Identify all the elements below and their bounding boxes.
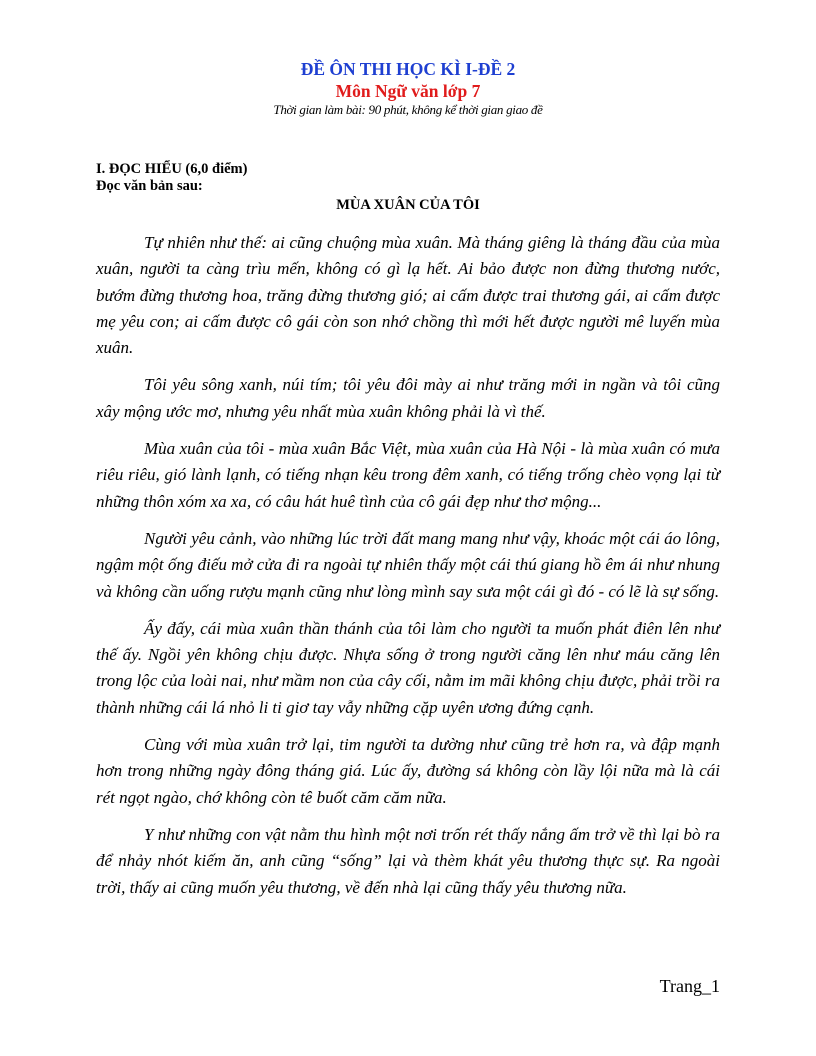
story-body: [96, 230, 720, 912]
section-heading: I. ĐỌC HIỂU (6,0 điểm): [96, 161, 248, 177]
exam-time-note: Thời gian làm bài: 90 phút, không kể thời gian giao đề: [273, 102, 543, 117]
story-paragraph: Tôi yêu sông xanh, núi tím; tôi yêu đôi mày ai như trăng mới in ngần và tôi cũng xây mộng ước mơ, nhưng yêu nhất mùa xuân không phải là vì thế.: [96, 375, 720, 421]
story-paragraph: Người yêu cảnh, vào những lúc trời đất mang mang như vậy, khoác một cái áo lông, ngậm một ống điếu mở cửa đi ra ngoài tự nhiên thấy một cái thú giang hồ êm ái như nhung và không cần uống rượu mạnh cũng như lòng mình say sưa một cái gì đó - có lẽ là sự sống.: [96, 528, 720, 601]
document-header: [0, 58, 816, 118]
story-paragraph: Ấy đấy, cái mùa xuân thần thánh của tôi làm cho người ta muốn phát điên lên như thế ấy. Ngồi yên không chịu được. Nhựa sống ở trong người căng lên như máu căng lên trong lộc của loài nai, như mầm non của cây cối, nằm im mãi không chịu được, phải trồi ra thành những cái lá nhỏ li ti giơ tay vẫy những cặp uyên ương đứng cạnh.: [96, 618, 720, 717]
story-paragraph: Tự nhiên như thế: ai cũng chuộng mùa xuân. Mà tháng giêng là tháng đầu của mùa xuân, người ta càng trìu mến, không có gì lạ hết. Ai bảo được non đừng thương nước, bướm đừng thương hoa, trăng đừng thương gió; ai cấm được trai thương gái, ai cấm được mẹ yêu con; ai cấm được cô gái còn son nhớ chồng thì mới hết được người mê luyến mùa xuân.: [96, 233, 720, 358]
page-number: Trang_1: [659, 976, 720, 996]
exam-subject: Môn Ngữ văn lớp 7: [335, 81, 481, 101]
story-paragraph: Y như những con vật nằm thu hình một nơi trốn rét thấy nắng ấm trở về thì lại bò ra để nhảy nhót kiếm ăn, anh cũng “sống” lại và thèm khát yêu thương thực sự. Ra ngoài trời, thấy ai cũng muốn yêu thương, về đến nhà lại cũng thấy yêu thương nữa.: [96, 824, 720, 897]
exam-title: ĐỀ ÔN THI HỌC KÌ I-ĐỀ 2: [300, 59, 516, 79]
section-instruction: Đọc văn bản sau:: [96, 178, 203, 194]
story-title: MÙA XUÂN CỦA TÔI: [336, 197, 480, 213]
section-heading-block: [96, 161, 247, 195]
story-paragraph: Mùa xuân của tôi - mùa xuân Bắc Việt, mùa xuân của Hà Nội - là mùa xuân có mưa riêu riêu, gió lành lạnh, có tiếng nhạn kêu trong đêm xanh, có tiếng trống chèo vọng lại từ những thôn xóm xa xa, có câu hát huê tình của cô gái đẹp như thơ mộng...: [96, 439, 720, 511]
story-paragraph: Cùng với mùa xuân trở lại, tim người ta dường như cũng trẻ hơn ra, và đập mạnh hơn trong những ngày đông tháng giá. Lúc ấy, đường sá không còn lầy lội nữa mà là cái rét ngọt ngào, chớ không còn tê buốt căm căm nữa.: [96, 735, 720, 807]
